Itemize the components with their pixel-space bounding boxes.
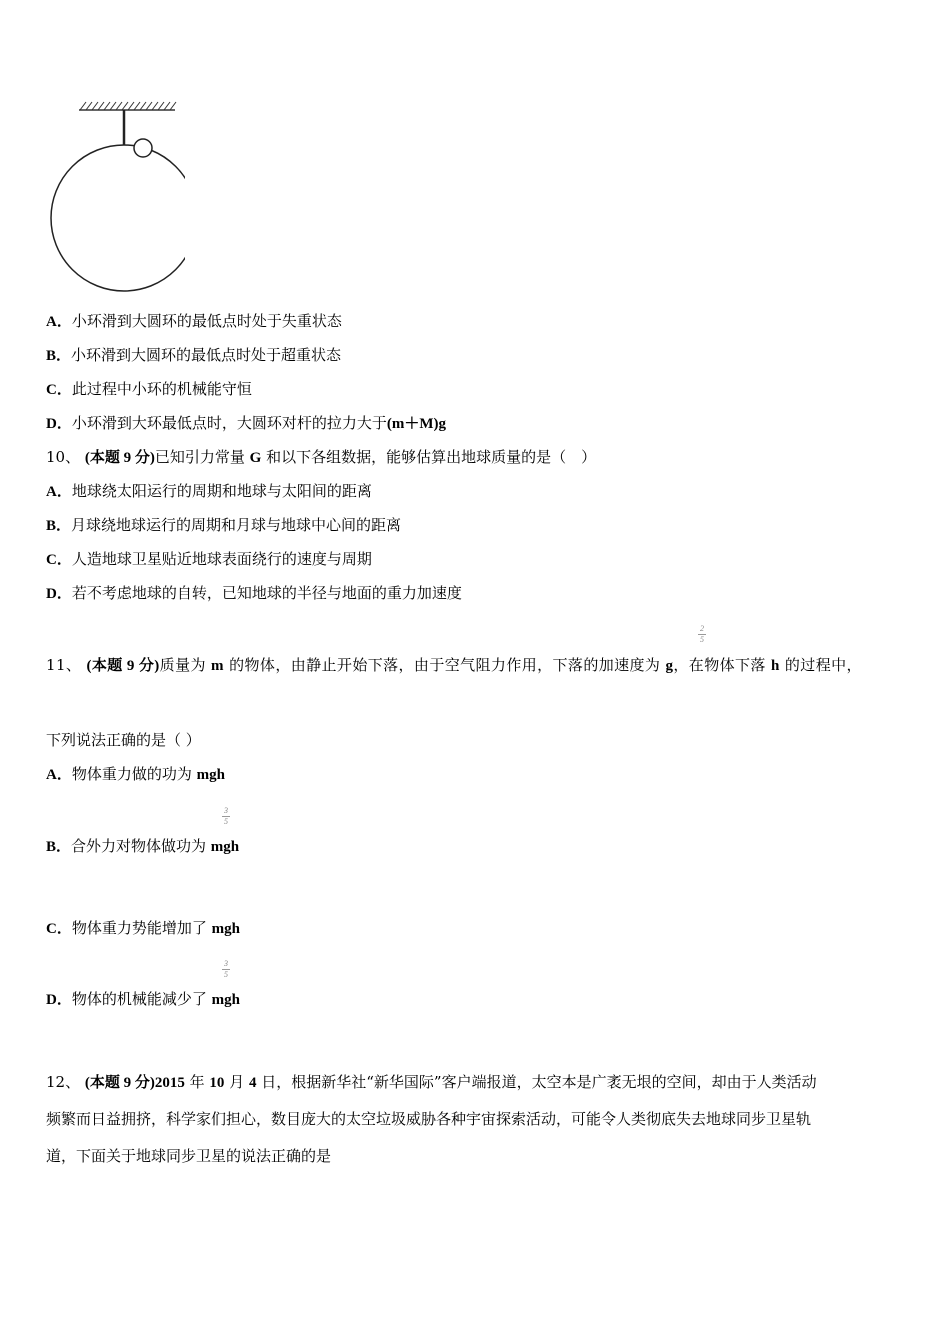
large-ring [51, 145, 185, 291]
q11-stem: 11、 (本题 9 分)质量为 m 的物体，由静止开始下落，由于空气阻力作用，下落的加速度为 g，在物体下落 h 的过程中， [46, 656, 862, 674]
q11-option-b-fraction: 3 5 [224, 806, 228, 826]
q10-stem: 10、 (本题 9 分)已知引力常量 G 和以下各组数据，能够估算出地球质量的是（ ） [46, 448, 597, 466]
q12-stem-line2: 频繁而日益拥挤，科学家们担心，数目庞大的太空垃圾威胁各种宇宙探索活动，可能令人类彻底失去地球同步卫星轨 [46, 1110, 812, 1128]
q10-option-b: B．月球绕地球运行的周期和月球与地球中心间的距离 [46, 516, 402, 534]
q11-option-c: C．物体重力势能增加了 mgh [46, 919, 240, 937]
q9-option-b: B．小环滑到大圆环的最低点时处于超重状态 [46, 346, 342, 364]
q11-option-d-fraction: 3 5 [224, 959, 228, 979]
q10-option-c: C．人造地球卫星贴近地球表面绕行的速度与周期 [46, 550, 372, 568]
q11-option-a: A．物体重力做的功为 mgh [46, 765, 225, 783]
ceiling-hatch [79, 102, 176, 110]
small-ring [134, 139, 152, 157]
q12-stem-line3: 道，下面关于地球同步卫星的说法正确的是 [46, 1147, 332, 1165]
q9-option-d: D．小环滑到大环最低点时，大圆环对杆的拉力大于(m＋M)g [46, 414, 447, 432]
q11-fraction-two-fifths: 2 5 [700, 624, 704, 644]
q12-stem: 12、 (本题 9 分)2015 年 10 月 4 日，根据新华社“新华国际”客户端报道，太空本是广袤无垠的空间，却由于人类活动 [46, 1073, 817, 1091]
q11-option-d: D．物体的机械能减少了 mgh [46, 990, 240, 1008]
q10-option-d: D．若不考虑地球的自转，已知地球的半径与地面的重力加速度 [46, 584, 462, 602]
q11-stem-line2: 下列说法正确的是（ ） [46, 731, 201, 749]
ring-pendulum-figure [45, 98, 185, 294]
q11-option-b: B．合外力对物体做功为 mgh [46, 837, 240, 855]
q9-option-a: A．小环滑到大圆环的最低点时处于失重状态 [46, 312, 342, 330]
q10-option-a: A．地球绕太阳运行的周期和地球与太阳间的距离 [46, 482, 372, 500]
q9-option-c: C．此过程中小环的机械能守恒 [46, 380, 252, 398]
